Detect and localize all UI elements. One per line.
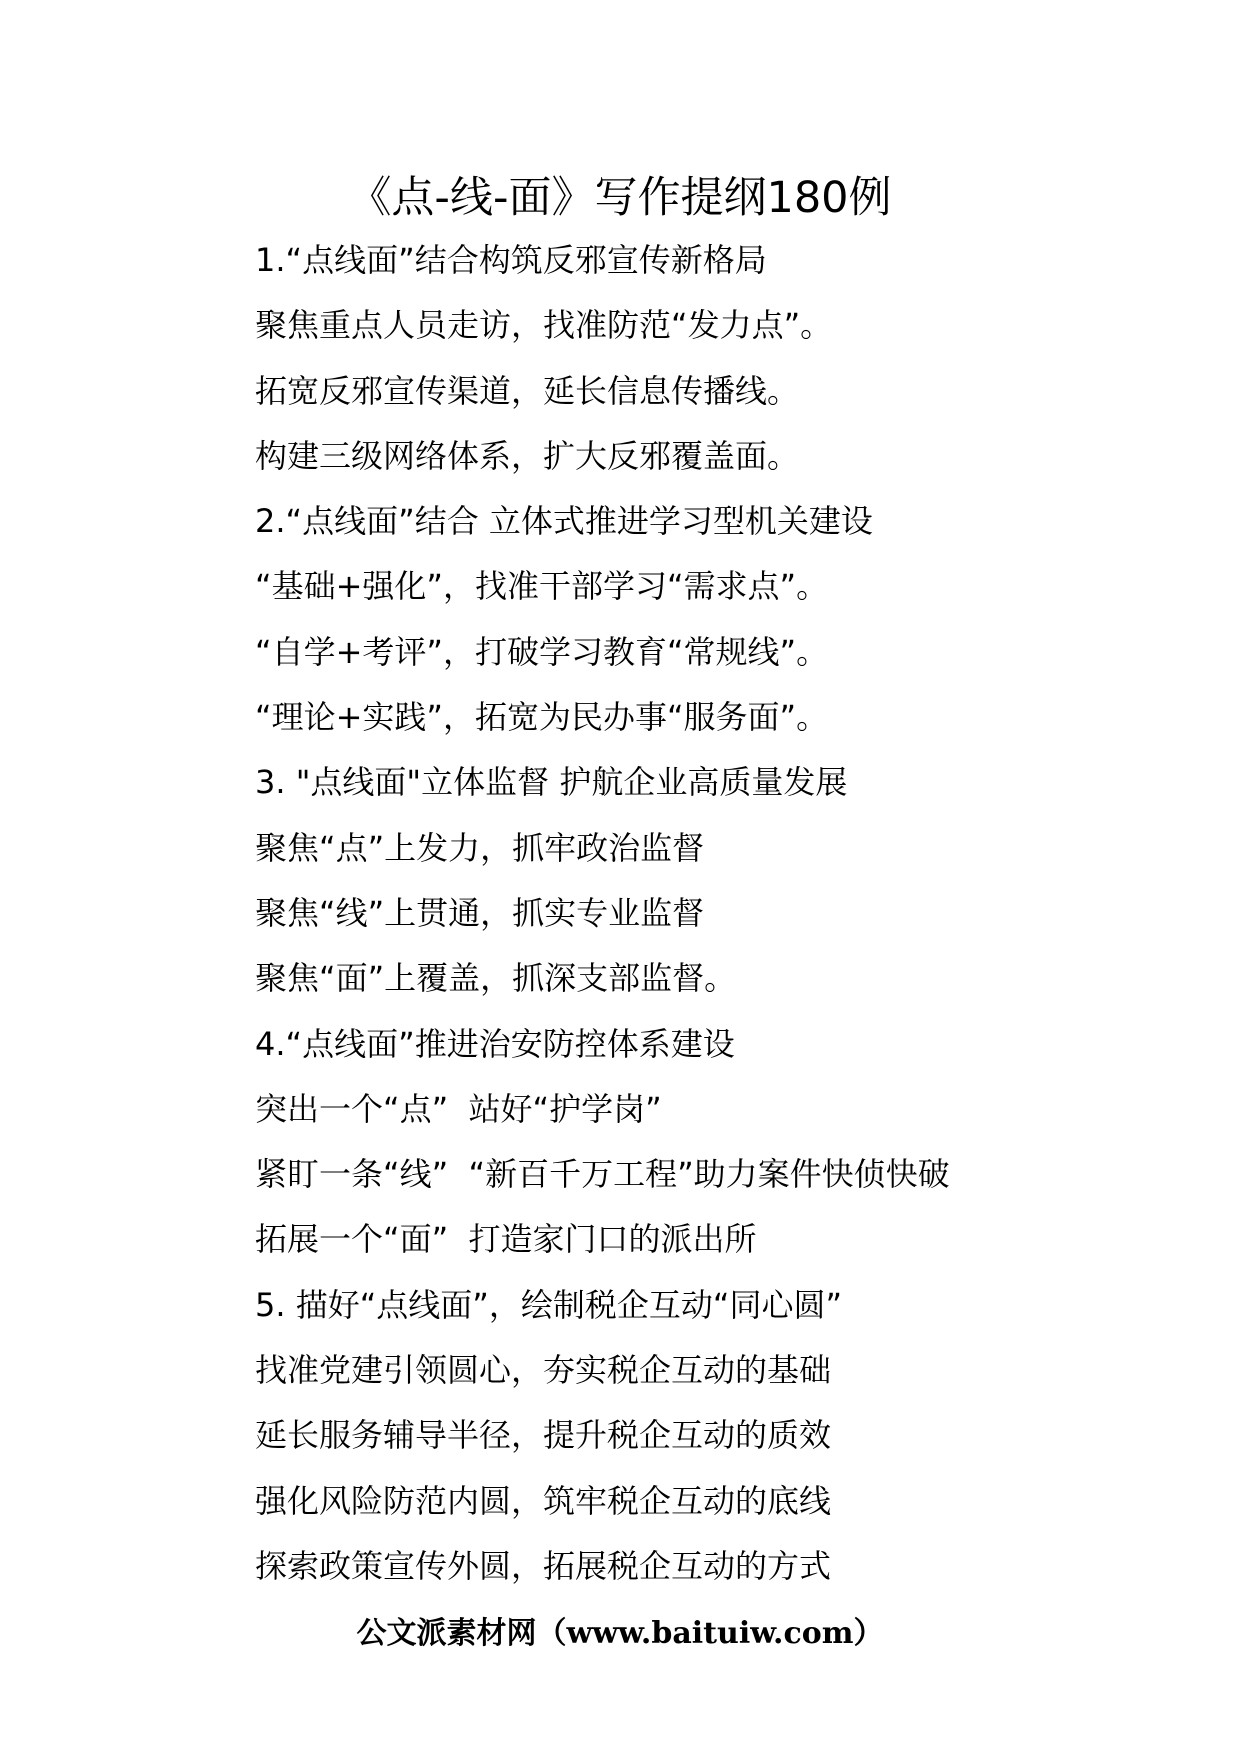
text-line: “自学+考评”，打破学习教育“常规线”。 (255, 632, 829, 671)
document-title: 《点-线-面》写作提纲180例 (348, 173, 892, 223)
text-line: 拓宽反邪宣传渠道，延长信息传播线。 (255, 371, 800, 410)
document-body (255, 234, 1215, 1605)
text-line: 构建三级网络体系，扩大反邪覆盖面。 (255, 436, 800, 475)
text-line: 拓展一个“面” 打造家门口的派出所 (255, 1220, 757, 1259)
text-line: 探索政策宣传外圆，拓展税企互动的方式 (255, 1546, 832, 1585)
text-line: 延长服务辅导半径，提升税企互动的质效 (255, 1416, 832, 1455)
text-line: 突出一个“点” 站好“护学岗” (255, 1089, 662, 1128)
section-heading-2: 2.“点线面”结合 立体式推进学习型机关建设 (255, 502, 873, 541)
text-line: “理论+实践”，拓宽为民办事“服务面”。 (255, 698, 829, 737)
text-line: 聚焦“线”上贯通，抓实专业监督 (255, 893, 705, 932)
text-line: 紧盯一条“线” “新百千万工程”助力案件快侦快破 (255, 1155, 950, 1194)
footer-watermark: 公文派素材网（www.baituiw.com） (356, 1616, 884, 1651)
text-line: 聚焦“面”上覆盖，抓深支部监督。 (255, 959, 737, 998)
section-heading-5: 5. 描好“点线面”，绘制税企互动“同心圆” (255, 1285, 843, 1324)
text-line: 聚焦重点人员走访，找准防范“发力点”。 (255, 306, 833, 345)
text-line: 找准党建引领圆心，夯实税企互动的基础 (255, 1351, 832, 1390)
section-heading-4: 4.“点线面”推进治安防控体系建设 (255, 1024, 735, 1063)
text-line: “基础+强化”，找准干部学习“需求点”。 (255, 567, 829, 606)
text-line: 聚焦“点”上发力，抓牢政治监督 (255, 828, 705, 867)
section-heading-1: 1.“点线面”结合构筑反邪宣传新格局 (255, 241, 767, 279)
section-heading-3: 3. "点线面"立体监督 护航企业高质量发展 (255, 763, 848, 802)
text-line: 强化风险防范内圆，筑牢税企互动的底线 (255, 1481, 832, 1520)
